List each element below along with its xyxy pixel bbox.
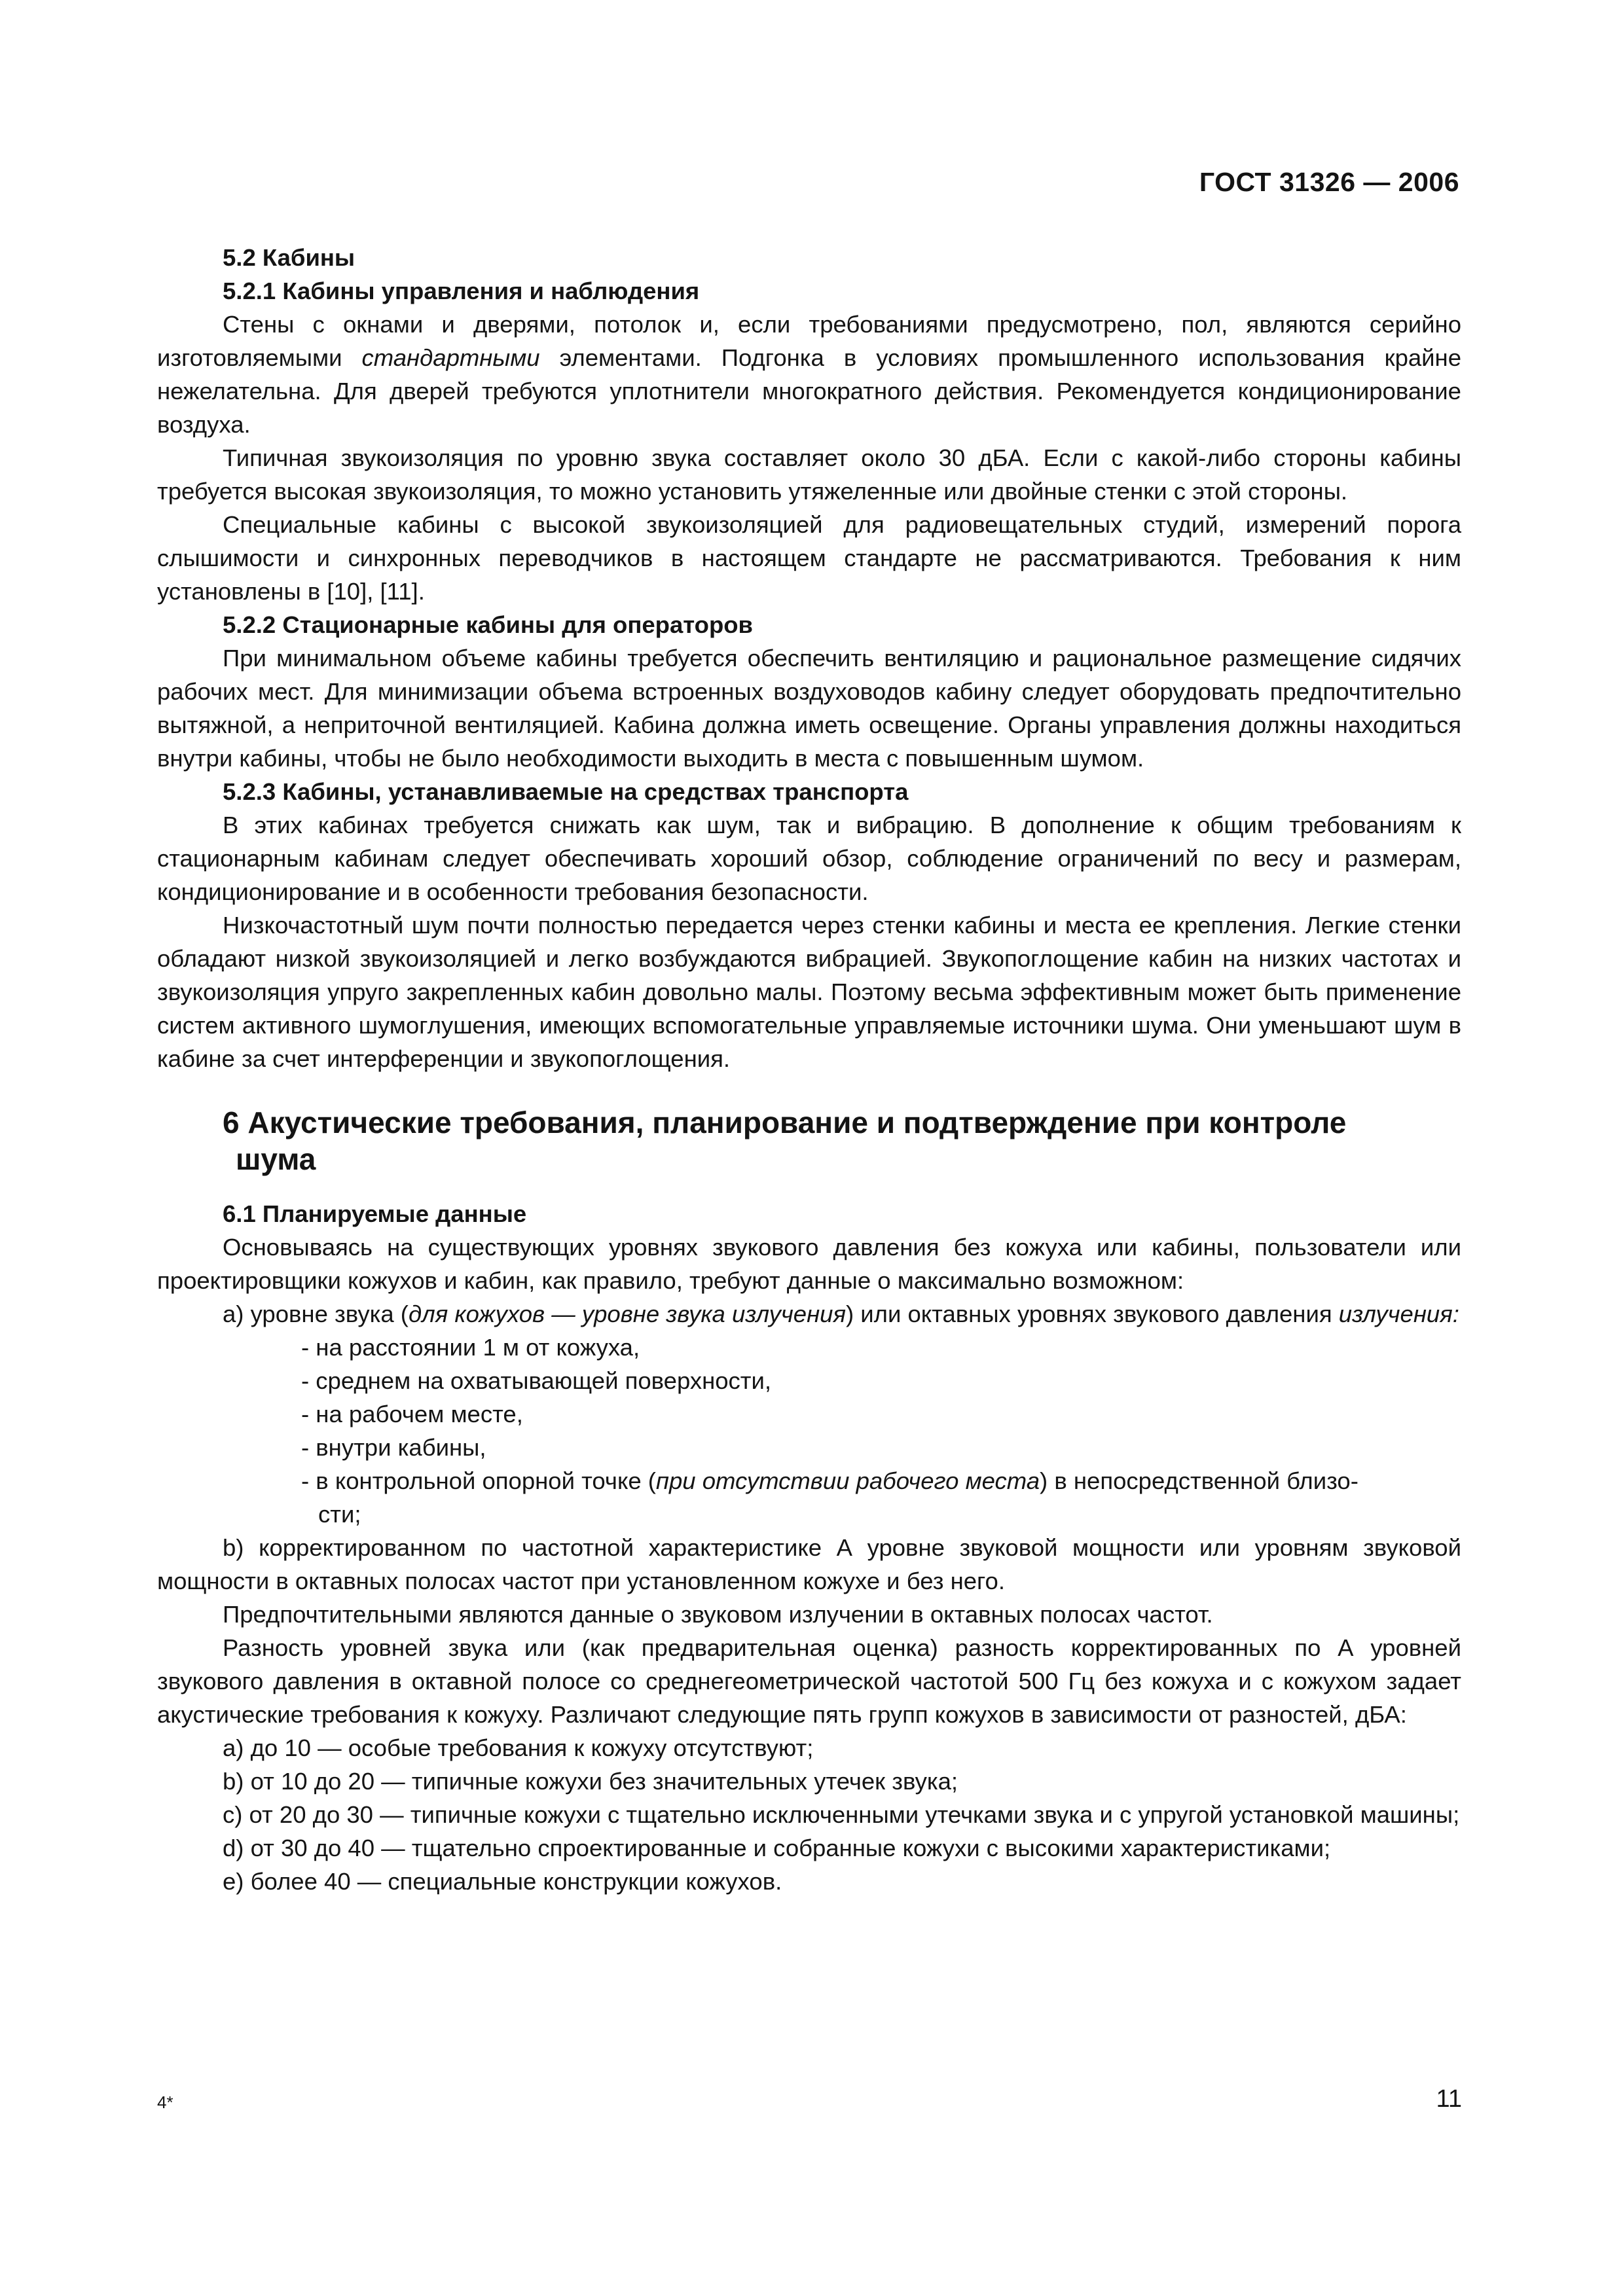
paragraph: Основываясь на существующих уровнях звукового давления без кожуха или кабины, пользователи или проектировщики кожухов и кабин, как правило, требуют данные о максимально возможном:	[157, 1234, 1461, 1294]
section-6-1-heading: 6.1 Планируемые данные	[223, 1200, 527, 1227]
list-item: - внутри кабины,	[301, 1434, 486, 1461]
list-item: b) корректированном по частотной характеристике А уровне звуковой мощности или уровням звуковой мощности в октавных полосах частот при установленном кожухе и без него.	[157, 1534, 1461, 1594]
paragraph: Типичная звукоизоляция по уровню звука составляет около 30 дБА. Если с какой-либо стороны кабины требуется высокая звукоизоляция, то можно установить утяжеленные или двойные стенки с этой стороны.	[157, 444, 1461, 505]
section-5-2-1-heading: 5.2.1 Кабины управления и наблюдения	[223, 278, 700, 304]
paragraph: Специальные кабины с высокой звукоизоляцией для радиовещательных студий, измерений порога слышимости и синхронных переводчиков в настоящем стандарте не рассматриваются. Требования к ним установлены в [10], [11].	[157, 511, 1461, 605]
paragraph: Предпочтительными являются данные о звуковом излучении в октавных полосах частот.	[223, 1601, 1213, 1628]
paragraph: Стены с окнами и дверями, потолок и, если требованиями предусмотрено, пол, являются серийно изготовляемыми стандартными элементами. Подгонка в условиях промышленного использования крайне нежелательна. Для дверей требуются уплотнители многократного действия. Рекомендуется кондиционирование воздуха.	[157, 311, 1462, 438]
list-item: - в контрольной опорной точке (при отсутствии рабочего места) в непосредственной близо- сти;	[301, 1467, 1359, 1528]
list-item: d) от 30 до 40 — тщательно спроектированные и собранные кожухи с высокими характеристиками;	[223, 1835, 1331, 1861]
list-item: b) от 10 до 20 — типичные кожухи без значительных утечек звука;	[223, 1768, 958, 1795]
page-number: 11	[1436, 2085, 1462, 2113]
list-item: е) более 40 — специальные конструкции кожухов.	[223, 1868, 782, 1895]
dash-list	[157, 1331, 1461, 1531]
list-item: а) до 10 — особые требования к кожуху отсутствуют;	[223, 1734, 814, 1761]
sheet-mark: 4*	[157, 2092, 173, 2112]
section-5-2-heading: 5.2 Кабины	[223, 244, 356, 271]
list-item: - на расстоянии 1 м от кожуха,	[301, 1334, 640, 1361]
paragraph: Разность уровней звука или (как предварительная оценка) разность корректированных по А уровней звукового давления в октавной полосе со среднегеометрической частотой 500 Гц без кожуха и с кожухом задает акустические требования к кожуху. Различают следующие пять групп кожухов в зависимости от разностей, дБА:	[157, 1634, 1461, 1728]
page-body	[157, 241, 1461, 1898]
list-item: а) уровне звука (для кожухов — уровне звука излучения) или октавных уровнях звукового давления излучения:	[223, 1300, 1459, 1327]
paragraph: При минимальном объеме кабины требуется обеспечить вентиляцию и рациональное размещение сидячих рабочих мест. Для минимизации объема встроенных воздуховодов кабину следует оборудовать предпочтительно вытяжной, а неприточной вентиляцией. Кабина должна иметь освещение. Органы управления должны находиться внутри кабины, чтобы не было необходимости выходить в места с повышенным шумом.	[157, 645, 1461, 772]
section-5-2-2-heading: 5.2.2 Стационарные кабины для операторов	[223, 611, 753, 638]
list-item: с) от 20 до 30 — типичные кожухи с тщательно исключенными утечками звука и с упругой установкой машины;	[223, 1801, 1460, 1828]
paragraph: Низкочастотный шум почти полностью передается через стенки кабины и места ее крепления. Легкие стенки обладают низкой звукоизоляцией и легко возбуждаются вибрацией. Звукопоглощение кабин на низких частотах и звукоизоляция упруго закрепленных кабин довольно малы. Поэтому весьма эффективным может быть применение систем активного шумоглушения, имеющих вспомогательные управляемые источники шума. Они уменьшают шум в кабине за счет интерференции и звукопоглощения.	[157, 912, 1461, 1072]
document-number: ГОСТ 31326 — 2006	[1199, 167, 1459, 197]
section-6-heading: 6 Акустические требования, планирование и подтверждение при контроле шума	[223, 1105, 1347, 1176]
paragraph: В этих кабинах требуется снижать как шум, так и вибрацию. В дополнение к общим требованиям к стационарным кабинам следует обеспечивать хороший обзор, соблюдение ограничений по весу и размерам, кондиционирование и в особенности требования безопасности.	[157, 812, 1461, 905]
list-item: - на рабочем месте,	[301, 1401, 523, 1427]
list-item: - среднем на охватывающей поверхности,	[301, 1367, 772, 1394]
section-5-2-3-heading: 5.2.3 Кабины, устанавливаемые на средствах транспорта	[223, 778, 909, 805]
